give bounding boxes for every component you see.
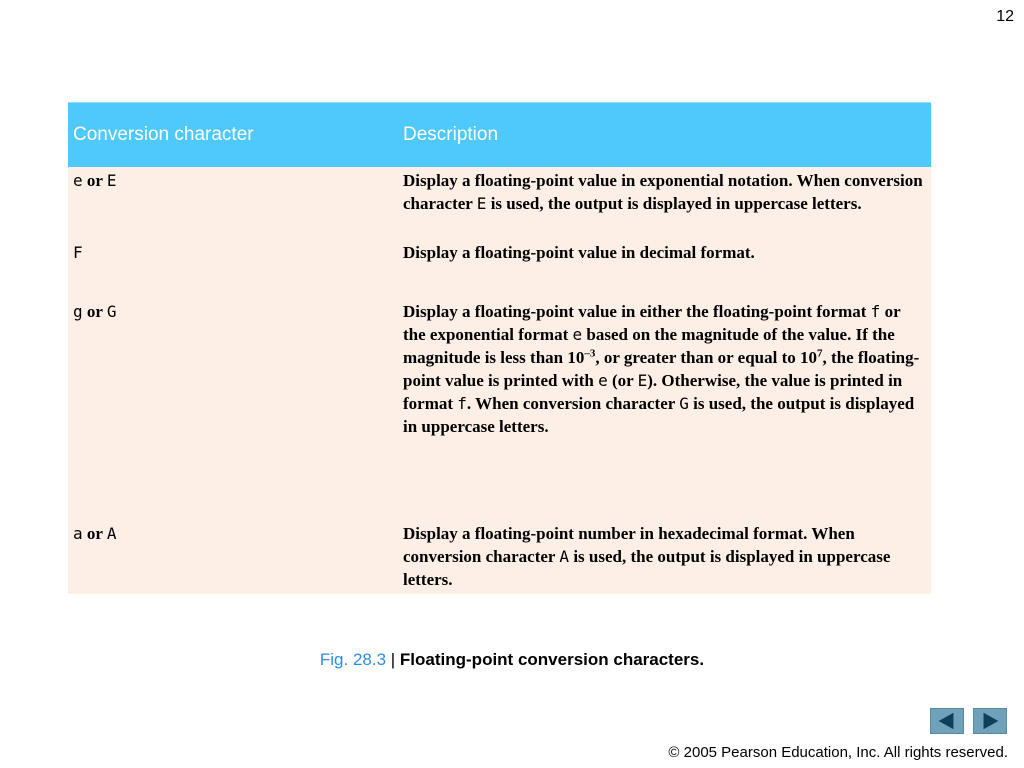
table-row bbox=[68, 167, 931, 239]
table-row bbox=[68, 298, 931, 520]
figure-caption bbox=[0, 650, 1024, 670]
conversion-char: e bbox=[73, 171, 83, 190]
description-text: is used, the output is displayed in uppercase letters. bbox=[486, 194, 862, 213]
header-conversion-character: Conversion character bbox=[68, 103, 393, 168]
description-cell bbox=[393, 520, 931, 594]
figure-number: Fig. 28.3 bbox=[319, 650, 387, 669]
description-text: based on the magnitude of the value. If the magnitude is less than 10 bbox=[403, 325, 895, 367]
code-char: E bbox=[637, 371, 648, 390]
previous-slide-button[interactable] bbox=[930, 708, 964, 734]
next-slide-button[interactable] bbox=[973, 708, 1007, 734]
conversion-char: G bbox=[106, 302, 117, 321]
superscript-exponent: –3 bbox=[584, 347, 596, 360]
description-cell bbox=[393, 167, 931, 239]
code-char: e bbox=[572, 325, 583, 344]
description-text: is used, the output is displayed in uppercase letters. bbox=[403, 547, 891, 589]
code-char: E bbox=[476, 194, 487, 213]
conversion-char-cell bbox=[68, 298, 393, 520]
conversion-char: g bbox=[73, 302, 83, 321]
conversion-char-cell bbox=[68, 167, 393, 239]
or-text: or bbox=[82, 171, 107, 190]
copyright-notice: © 2005 Pearson Education, Inc. All rights reserved. bbox=[668, 744, 1008, 761]
table-row bbox=[68, 520, 931, 594]
description-text: or the exponential format bbox=[403, 302, 901, 344]
table-row bbox=[68, 239, 931, 298]
code-char: G bbox=[679, 394, 689, 413]
conversion-char: A bbox=[106, 524, 117, 543]
conversion-char: E bbox=[106, 171, 117, 190]
right-arrow-icon bbox=[974, 709, 1006, 733]
caption-separator: | bbox=[386, 650, 400, 669]
code-char: A bbox=[559, 547, 570, 566]
description-text: , or greater than or equal to 10 bbox=[595, 348, 817, 367]
header-description: Description bbox=[393, 103, 931, 168]
conversion-table bbox=[68, 102, 931, 594]
conversion-char-cell bbox=[68, 239, 393, 298]
description-text: Display a floating-point value in either the floating-point format bbox=[403, 302, 871, 321]
description-text: Display a floating-point value in decimal format. bbox=[403, 243, 755, 262]
description-text: is used, the output is displayed in uppercase letters. bbox=[403, 394, 915, 436]
description-text: Display a floating-point value in exponential notation. When conversion character bbox=[403, 171, 923, 213]
or-text: or bbox=[82, 302, 107, 321]
table-header-row bbox=[68, 103, 931, 168]
description-cell bbox=[393, 298, 931, 520]
conversion-char: F bbox=[73, 243, 83, 262]
left-arrow-icon bbox=[931, 709, 963, 733]
or-text: or bbox=[82, 524, 107, 543]
code-char: f bbox=[870, 302, 881, 321]
superscript-exponent: 7 bbox=[817, 347, 823, 360]
code-char: f bbox=[457, 394, 467, 413]
description-text: , the floating-point value is printed with bbox=[403, 348, 920, 390]
description-text: . When conversion character bbox=[466, 394, 680, 413]
conversion-char-cell bbox=[68, 520, 393, 594]
caption-text: Floating-point conversion characters. bbox=[399, 650, 705, 669]
description-text: (or bbox=[607, 371, 638, 390]
description-cell bbox=[393, 239, 931, 298]
page-number: 12 bbox=[996, 8, 1014, 25]
code-char: e bbox=[598, 371, 608, 390]
conversion-char: a bbox=[73, 524, 83, 543]
description-text: Display a floating-point number in hexadecimal format. When conversion character bbox=[403, 524, 855, 566]
description-text: ). Otherwise, the value is printed in format bbox=[403, 371, 903, 413]
